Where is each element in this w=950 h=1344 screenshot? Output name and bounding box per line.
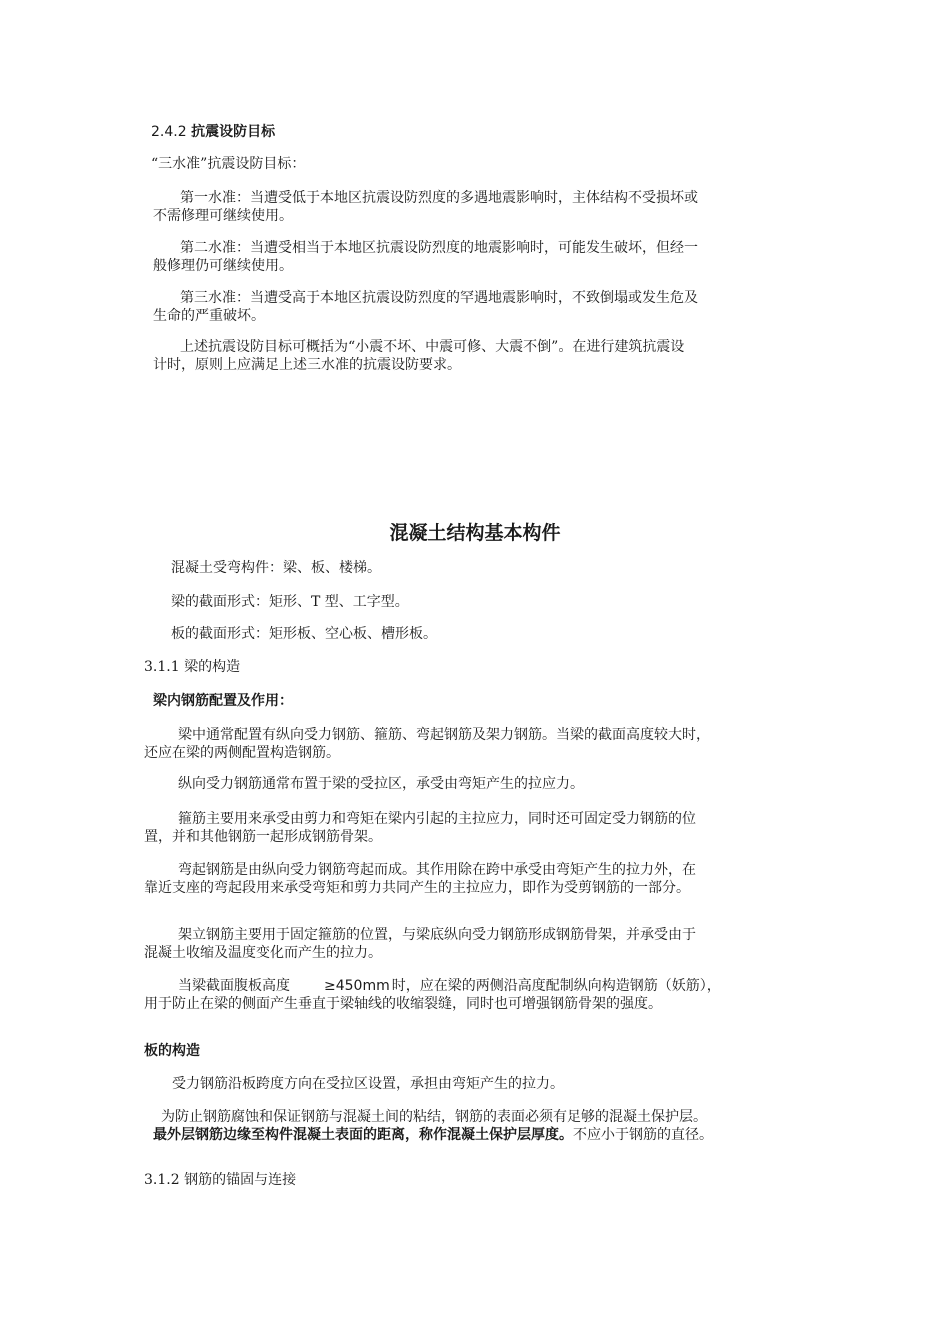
level3-line2: 生命的严重破坏。 xyxy=(153,308,265,324)
section-number: 2.4.2 xyxy=(151,124,187,140)
level1-line1: 第一水准：当遭受低于本地区抗震设防烈度的多遇地震影响时，主体结构不受损坏或 xyxy=(180,190,698,206)
beam-p3-line1: 箍筋主要用来承受由剪力和弯矩在梁内引起的主拉应力，同时还可固定受力钢筋的位 xyxy=(178,811,696,827)
web-height-value: ≥450mm xyxy=(324,978,390,994)
beam-p2: 纵向受力钢筋通常布置于梁的受拉区，承受由弯矩产生的拉应力。 xyxy=(178,776,584,792)
summary-line2: 计时，原则上应满足上述三水准的抗震设防要求。 xyxy=(153,357,461,373)
beam-p6-line2: 用于防止在梁的侧面产生垂直于梁轴线的收缩裂缝，同时也可增强钢筋骨架的强度。 xyxy=(144,996,662,1012)
beam-p1-line1: 梁中通常配置有纵向受力钢筋、箍筋、弯起钢筋及架力钢筋。当梁的截面高度较大时， xyxy=(178,727,710,743)
beam-p4-line2: 靠近支座的弯起段用来承受弯矩和剪力共同产生的主拉应力，即作为受剪钢筋的一部分。 xyxy=(144,880,690,896)
slab-p2-line2 xyxy=(153,1125,713,1145)
flexural-members: 混凝土受弯构件：梁、板、楼梯。 xyxy=(171,560,381,576)
beam-p5-line2: 混凝土收缩及温度变化而产生的拉力。 xyxy=(144,945,382,961)
level1-line2: 不需修理可继续使用。 xyxy=(153,208,293,224)
level2-line1: 第二水准：当遭受相当于本地区抗震设防烈度的地震影响时，可能发生破坏，但经一 xyxy=(180,240,698,256)
web-height-rest: 时，应在梁的两侧沿高度配制纵向构造钢筋（妖筋）， xyxy=(391,978,721,994)
beam-p5-line1: 架立钢筋主要用于固定箍筋的位置，与梁底纵向受力钢筋形成钢筋骨架，并承受由于 xyxy=(178,927,696,943)
section-title: 抗震设防目标 xyxy=(191,124,276,140)
web-height-text: 当梁截面腹板高度 xyxy=(178,978,290,994)
slab-heading: 板的构造 xyxy=(144,1043,200,1059)
slab-section-forms: 板的截面形式：矩形板、空心板、槽形板。 xyxy=(171,626,437,642)
three-level-intro: “三水准”抗震设防目标： xyxy=(151,156,306,172)
summary-line1: 上述抗震设防目标可概括为“小震不坏、中震可修、大震不倒”。在进行建筑抗震设 xyxy=(180,339,685,355)
section-heading-3-1-1: 3.1.1 梁的构造 xyxy=(144,659,241,675)
level3-line1: 第三水准：当遭受高于本地区抗震设防烈度的罕遇地震影响时，不致倒塌或发生危及 xyxy=(180,290,698,306)
beam-section-forms: 梁的截面形式：矩形、T 型、工字型。 xyxy=(171,594,409,610)
cover-definition: 最外层钢筋边缘至构件混凝土表面的距离，称作混凝土保护层厚度。 xyxy=(153,1127,573,1143)
beam-p1-line2: 还应在梁的两侧配置构造钢筋。 xyxy=(144,745,340,761)
cover-requirement: 不应小于钢筋的直径。 xyxy=(573,1127,713,1143)
section-heading-2-4-2 xyxy=(151,122,275,142)
chapter-title: 混凝土结构基本构件 xyxy=(389,522,561,544)
section-heading-3-1-2: 3.1.2 钢筋的锚固与连接 xyxy=(144,1172,297,1188)
level2-line2: 般修理仍可继续使用。 xyxy=(153,258,293,274)
beam-p6-line1 xyxy=(178,976,721,996)
slab-p2-line1: 为防止钢筋腐蚀和保证钢筋与混凝土间的粘结，钢筋的表面必须有足够的混凝土保护层。 xyxy=(161,1109,707,1125)
beam-rebar-subheading: 梁内钢筋配置及作用： xyxy=(153,693,293,709)
slab-p1: 受力钢筋沿板跨度方向在受拉区设置，承担由弯矩产生的拉力。 xyxy=(172,1076,564,1092)
beam-p3-line2: 置，并和其他钢筋一起形成钢筋骨架。 xyxy=(144,829,382,845)
beam-p4-line1: 弯起钢筋是由纵向受力钢筋弯起而成。其作用除在跨中承受由弯矩产生的拉力外，在 xyxy=(178,862,696,878)
